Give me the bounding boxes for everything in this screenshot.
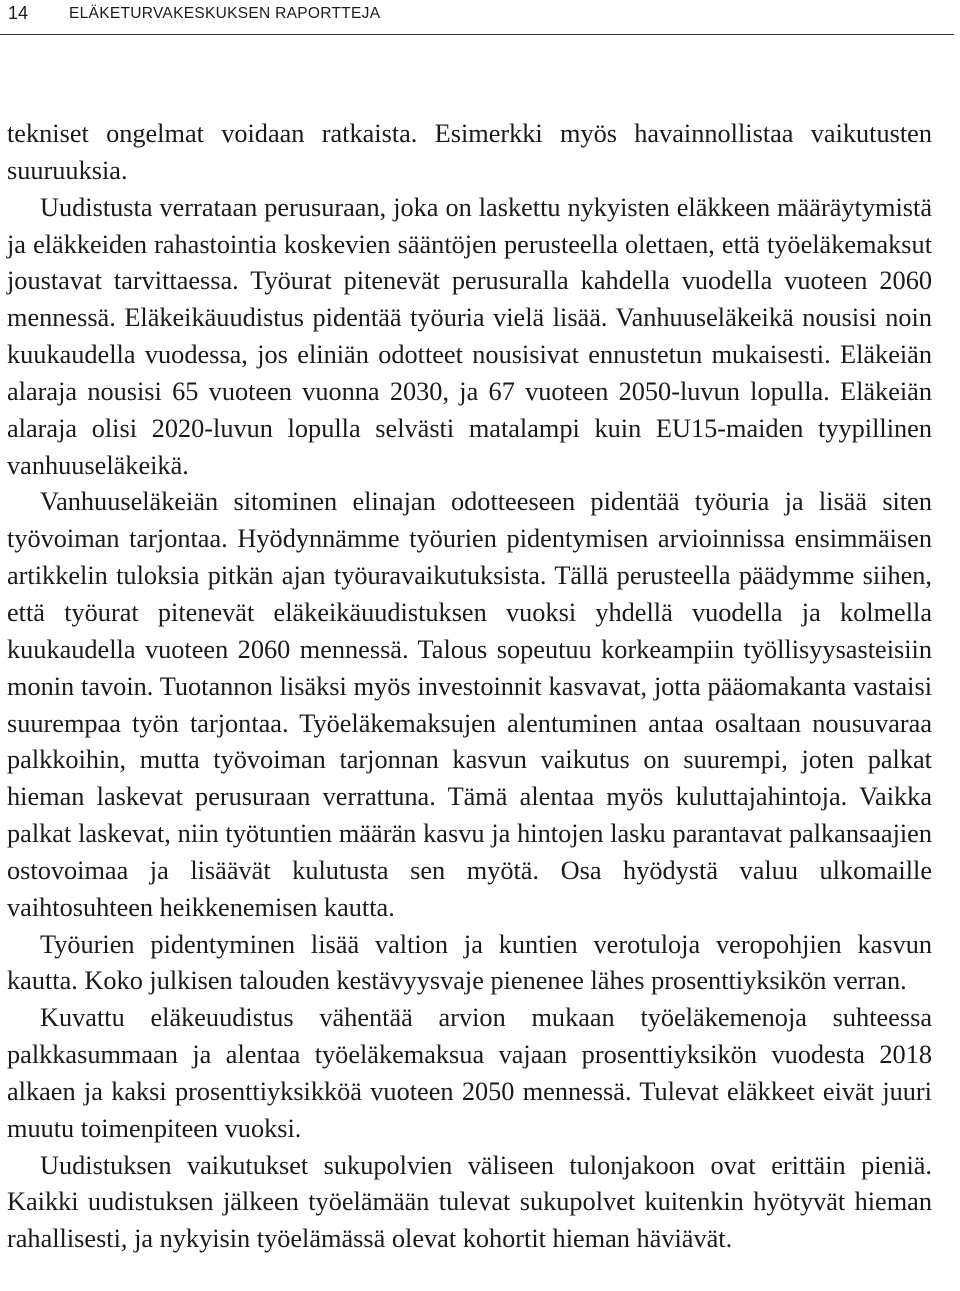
paragraph-1: tekniset ongelmat voidaan ratkaista. Esimerkki myös havainnollistaa vaikutusten suuruuksia.	[7, 119, 932, 185]
paragraph-2: Uudistusta verrataan perusuraan, joka on laskettu nykyisten eläkkeen määräytymistä ja eläkkeiden rahastointia koskevien sääntöjen perusteella olettaen, että työeläkemaksut joustavat tarvittaessa. Työurat pitenevät perusuralla kahdella vuodella vuoteen 2060 mennessä. Eläkeikäuudistus pidentää työuria vielä lisää. Vanhuuseläkeikä nousisi noin kuukaudella vuodessa, jos eliniän odotteet nousisivat ennustetun mukaisesti. Eläkeiän alaraja nousisi 65 vuoteen vuonna 2030, ja 67 vuoteen 2050-luvun lopulla. Eläkeiän alaraja olisi 2020-luvun lopulla selvästi matalampi kuin EU15-maiden tyypillinen vanhuuseläkeikä.	[7, 192, 932, 480]
header-divider	[0, 34, 954, 35]
running-title: ELÄKETURVAKESKUKSEN RAPORTTEJA	[69, 5, 381, 22]
paragraph-5: Kuvattu eläkeuudistus vähentää arvion mukaan työeläkemenoja suhteessa palkkasummaan ja alentaa työeläkemaksua vajaan prosenttiyksikön vuodesta 2018 alkaen ja kaksi prosenttiyksikköä vuoteen 2050 mennessä. Tulevat eläkkeet eivät juuri muutu toimenpiteen vuoksi.	[7, 1003, 932, 1143]
paragraph-3: Vanhuuseläkeiän sitominen elinajan odotteeseen pidentää työuria ja lisää siten työvoiman tarjontaa. Hyödynnämme työurien pidentymisen arvioinnissa ensimmäisen artikkelin tuloksia pitkän ajan työuravaikutuksista. Tällä perusteella päädymme siihen, että työurat pitenevät eläkeikäuudistuksen vuoksi yhdellä vuodella ja kolmella kuukaudella vuoteen 2060 mennessä. Talous sopeutuu korkeampiin työllisyysasteisiin monin tavoin. Tuotannon lisäksi myös investoinnit kasvavat, jotta pääomakanta vastaisi suurempaa työn tarjontaa. Työeläkemaksujen alentuminen antaa osaltaan nousuvaraa palkkoihin, mutta työvoiman tarjonnan kasvun vaikutus on suurempi, joten palkat hieman laskevat perusuraan verrattuna. Tämä alentaa myös kuluttajahintoja. Vaikka palkat laskevat, niin työtuntien määrän kasvu ja hintojen lasku parantavat palkansaajien ostovoimaa ja lisäävät kulutusta sen myötä. Osa hyödystä valuu ulkomaille vaihtosuhteen heikkenemisen kautta.	[7, 487, 932, 922]
page-number: 14	[8, 3, 29, 23]
body-text	[7, 116, 932, 1258]
paragraph-4: Työurien pidentyminen lisää valtion ja kuntien verotuloja veropohjien kasvun kautta. Koko julkisen talouden kestävyysvaje pienenee lähes prosenttiyksikön verran.	[7, 929, 932, 996]
paragraph-6: Uudistuksen vaikutukset sukupolvien väliseen tulonjakoon ovat erittäin pieniä. Kaikki uudistuksen jälkeen työelämään tulevat sukupolvet kuitenkin hyötyvät hieman rahallisesti, ja nykyisin työelämässä olevat kohortit hieman häviävät.	[7, 1150, 932, 1254]
page-header	[0, 0, 960, 30]
